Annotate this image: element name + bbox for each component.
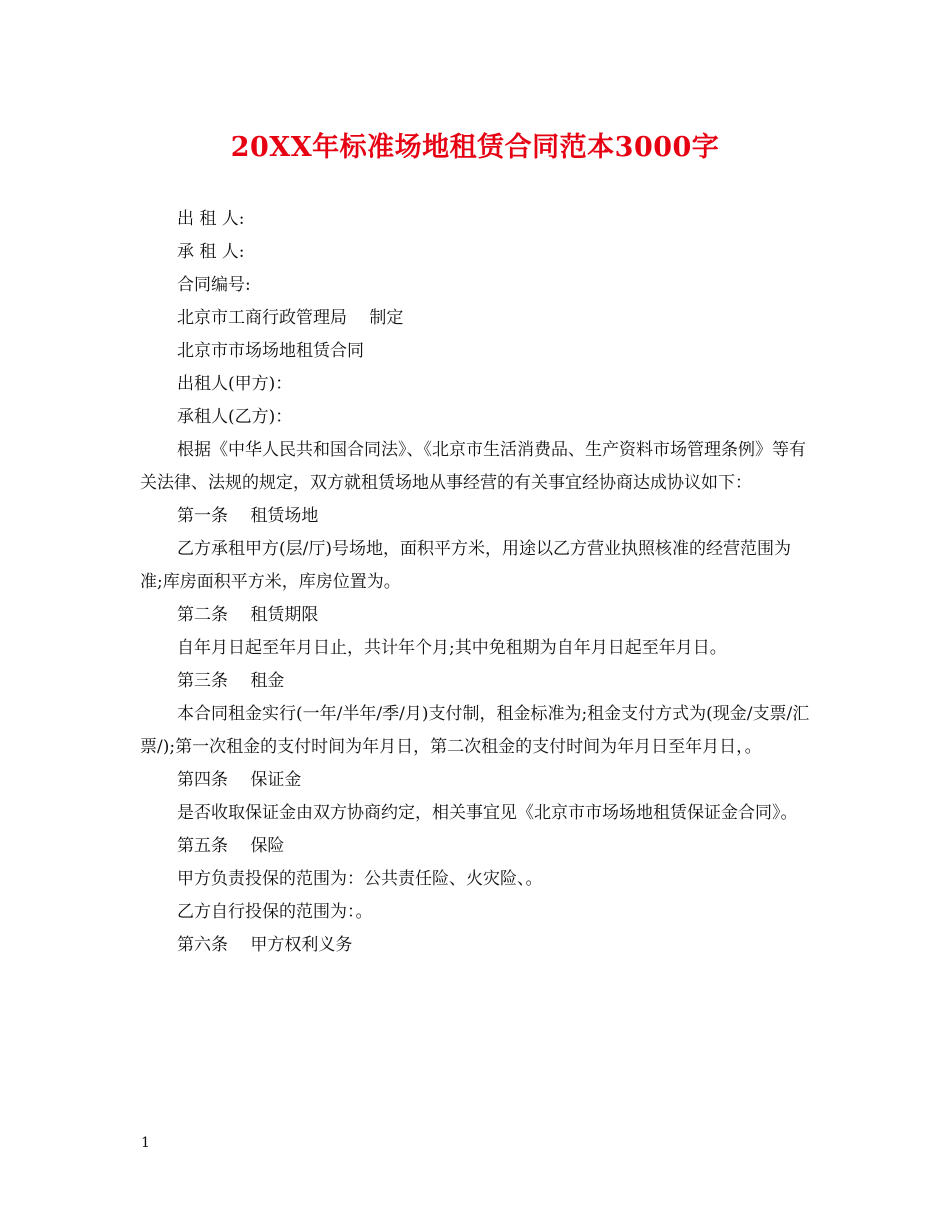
article-5-heading: 第五条 保险 [177,836,285,856]
paragraph-lessor: 出 租 人: [177,209,245,229]
document-body [140,203,812,962]
paragraph-contract-number: 合同编号: [177,275,251,295]
article-4-heading: 第四条 保证金 [177,770,302,790]
article-4-text: 是否收取保证金由双方协商约定，相关事宜见《北京市市场场地租赁保证金合同》。 [177,803,798,823]
article-1-text: 乙方承租甲方(层/厅)号场地，面积平方米，用途以乙方营业执照核准的经营范围为准;库房面积平方米，库房位置为。 [140,539,791,592]
article-2-text: 自年月日起至年月日止，共计年个月;其中免租期为自年月日起至年月日。 [177,638,727,658]
article-3-heading: 第三条 租金 [177,671,285,691]
paragraph-contract-name: 北京市市场场地租赁合同 [177,341,364,361]
article-5-text-a: 甲方负责投保的范围为：公共责任险、火灾险、。 [177,869,543,889]
paragraph-party-a: 出租人(甲方)： [177,374,293,394]
article-6-heading: 第六条 甲方权利义务 [177,935,353,955]
paragraph-preamble: 根据《中华人民共和国合同法》、《北京市生活消费品、生产资料市场管理条例》等有关法律、法规的规定，双方就租赁场地从事经营的有关事宜经协商达成协议如下： [140,440,806,493]
article-2-heading: 第二条 租赁期限 [177,605,319,625]
page-number: 1 [141,1135,150,1151]
article-5-text-b: 乙方自行投保的范围为：。 [177,902,373,922]
document-title: 20XX年标准场地租赁合同范本3000字 [230,132,720,163]
paragraph-lessee: 承 租 人: [177,242,245,262]
paragraph-party-b: 承租人(乙方)： [177,407,293,427]
paragraph-issuer: 北京市工商行政管理局 制定 [177,308,404,328]
article-1-heading: 第一条 租赁场地 [177,506,319,526]
article-3-text: 本合同租金实行(一年/半年/季/月)支付制，租金标准为;租金支付方式为(现金/支票/汇票/);第一次租金的支付时间为年月日，第二次租金的支付时间为年月日至年月日，。 [140,704,810,757]
